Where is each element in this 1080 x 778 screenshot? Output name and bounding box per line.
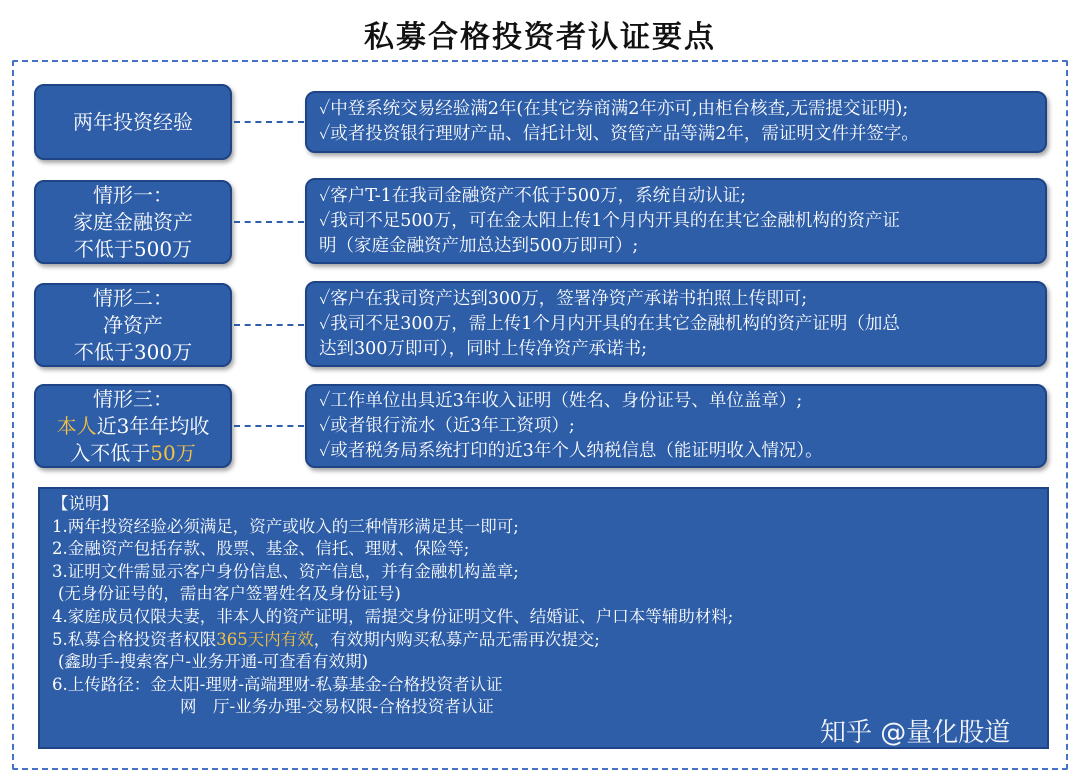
condition-box-experience — [34, 84, 232, 160]
requirement-line: ✓客户T-1在我司金融资产不低于500万，系统自动认证; — [319, 185, 747, 206]
requirement-box-experience — [305, 91, 1047, 153]
note-text: 5.私募合格投资者权限 — [52, 629, 217, 649]
connector-line — [234, 324, 304, 326]
requirement-box-case2 — [305, 281, 1047, 367]
condition-text: 近3年年均收 — [96, 413, 210, 438]
connector-line — [234, 221, 304, 223]
connector-line — [234, 121, 304, 123]
condition-box-case2 — [34, 283, 232, 367]
condition-label-line3 — [70, 440, 195, 467]
note-subitem: (无身份证号的，需由客户签署姓名及身份证号) — [58, 584, 401, 604]
requirement-line: 明（家庭金融资产加总达到500万即可）; — [319, 235, 639, 256]
condition-label-line2 — [57, 413, 210, 440]
condition-label: 情形二： — [93, 285, 173, 310]
note-item: 1.两年投资经验必须满足，资产或收入的三种情形满足其一即可; — [52, 516, 519, 536]
condition-box-case1 — [34, 180, 232, 264]
condition-label: 净资产 — [103, 312, 163, 337]
note-text: ，有效期内购买私募产品无需再次提交; — [313, 629, 600, 649]
requirement-line: 达到300万即可），同时上传净资产承诺书; — [319, 338, 648, 359]
condition-label: 家庭金融资产 — [73, 209, 193, 234]
condition-label: 两年投资经验 — [73, 109, 193, 134]
connector-line — [234, 425, 304, 427]
note-subitem: 网 厅-业务办理-交易权限-合格投资者认证 — [180, 697, 494, 717]
page-title: 私募合格投资者认证要点 — [364, 20, 716, 55]
requirement-line: ✓客户在我司资产达到300万，签署净资产承诺书拍照上传即可; — [319, 288, 808, 309]
notes-box — [38, 487, 1049, 749]
note-item-5 — [52, 629, 1035, 652]
note-subitem: (鑫助手-搜索客户-业务开通-可查看有效期) — [58, 652, 369, 672]
note-item: 4.家庭成员仅限夫妻，非本人的资产证明，需提交身份证明文件、结婚证、户口本等辅助材料; — [52, 606, 734, 626]
condition-label: 不低于300万 — [73, 339, 193, 364]
condition-label: 不低于500万 — [73, 236, 193, 261]
requirement-line: ✓我司不足500万，可在金太阳上传1个月内开具的在其它金融机构的资产证 — [319, 210, 900, 231]
requirement-line: ✓或者税务局系统打印的近3年个人纳税信息（能证明收入情况）。 — [319, 440, 823, 461]
requirement-line: ✓我司不足300万，需上传1个月内开具的在其它金融机构的资产证明（加总 — [319, 313, 900, 334]
condition-label: 情形三： — [93, 386, 173, 411]
note-item: 3.证明文件需显示客户身份信息、资产信息，并有金融机构盖章; — [52, 561, 519, 581]
watermark: 知乎 @量化股道 — [820, 718, 1011, 748]
requirement-box-case1 — [305, 178, 1047, 264]
note-item: 2.金融资产包括存款、股票、基金、信托、理财、保险等; — [52, 539, 470, 559]
condition-label: 情形一： — [93, 182, 173, 207]
highlight-validity: 365天内有效 — [216, 629, 314, 649]
requirement-line: ✓或者银行流水（近3年工资项）; — [319, 415, 575, 436]
requirement-line: ✓工作单位出具近3年收入证明（姓名、身份证号、单位盖章）; — [319, 390, 803, 411]
highlight-amount: 50万 — [150, 440, 196, 465]
requirement-line: ✓或者投资银行理财产品、信托计划、资管产品等满2年，需证明文件并签字。 — [319, 124, 919, 144]
requirement-line: ✓中登系统交易经验满2年(在其它券商满2年亦可,由柜台核查,无需提交证明); — [319, 99, 909, 119]
notes-heading: 【说明】 — [52, 494, 118, 513]
highlight-self: 本人 — [56, 413, 97, 438]
condition-text: 入不低于 — [70, 440, 151, 465]
note-item: 6.上传路径：金太阳-理财-高端理财-私募基金-合格投资者认证 — [52, 674, 503, 694]
condition-box-case3 — [34, 384, 232, 468]
requirement-box-case3 — [305, 384, 1047, 468]
